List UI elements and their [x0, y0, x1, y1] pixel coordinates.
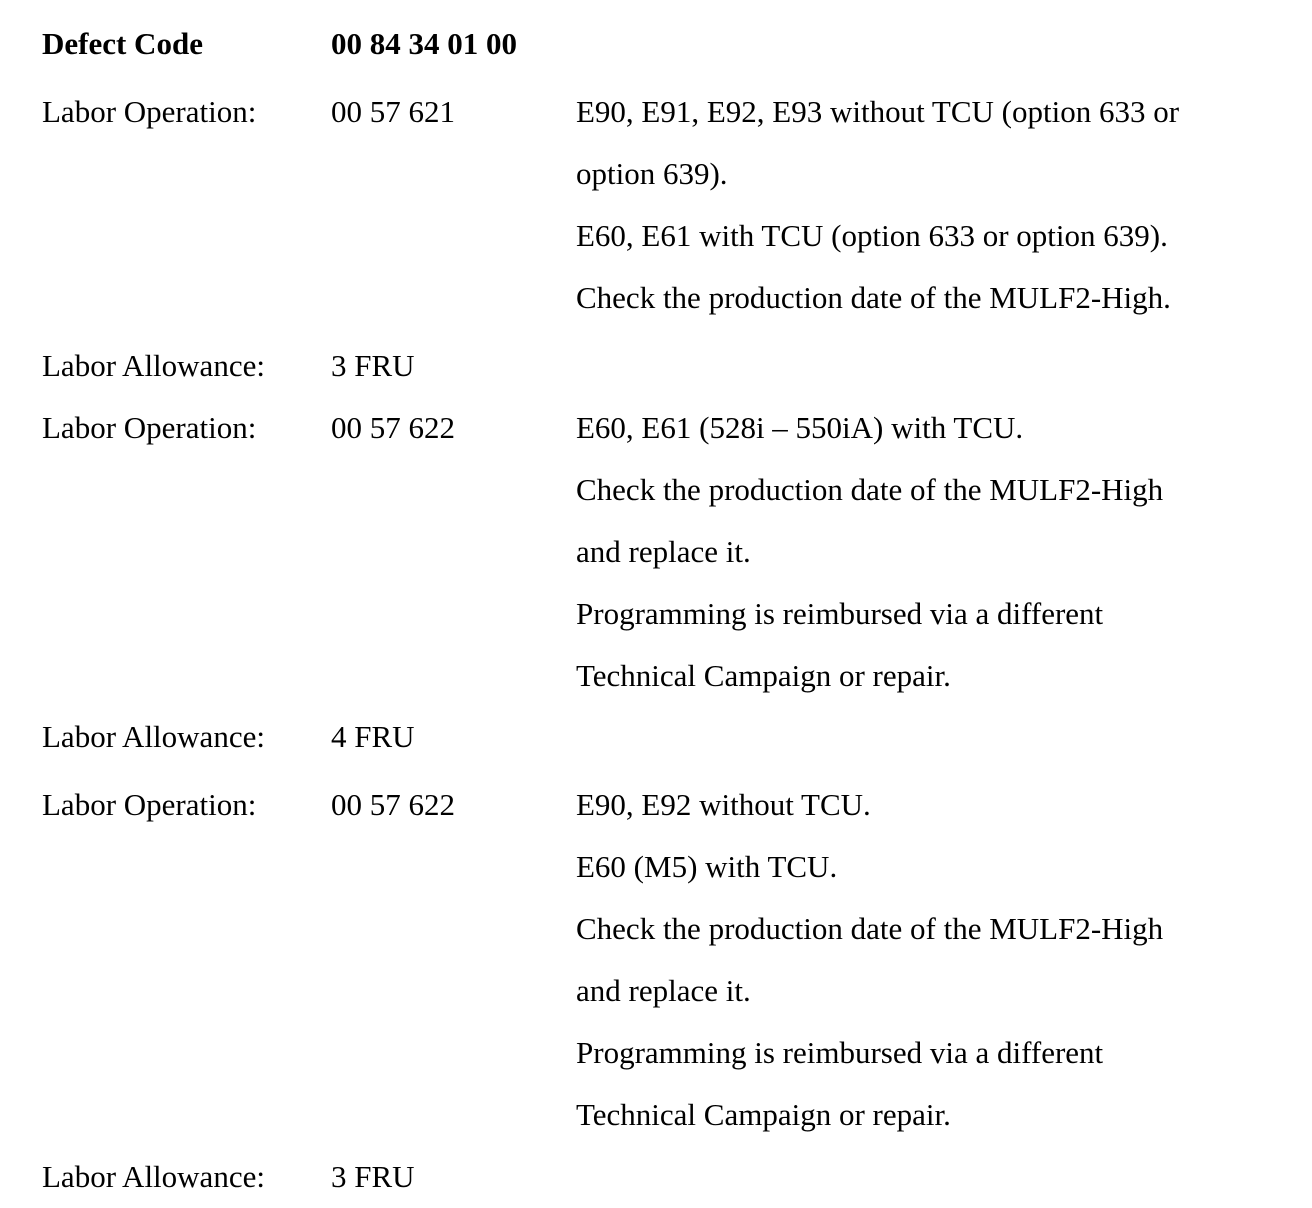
defect-code-value: 00 84 34 01 00	[331, 26, 517, 61]
labor-operation-code: 00 57 622	[331, 410, 455, 445]
description-line: E60 (M5) with TCU.	[576, 849, 838, 884]
description-line: E60, E61 with TCU (option 633 or option 639).	[576, 218, 1168, 253]
description-line: Technical Campaign or repair.	[576, 658, 951, 693]
labor-allowance-label: Labor Allowance:	[42, 348, 265, 383]
labor-allowance-value: 3 FRU	[331, 348, 415, 383]
description-line: E90, E91, E92, E93 without TCU (option 633 or	[576, 94, 1180, 129]
description-line: option 639).	[576, 156, 728, 191]
labor-operation-code: 00 57 621	[331, 94, 455, 129]
labor-operation-label: Labor Operation:	[42, 787, 257, 822]
description-line: Check the production date of the MULF2-High.	[576, 280, 1171, 315]
labor-operation-label: Labor Operation:	[42, 410, 257, 445]
defect-code-label: Defect Code	[42, 26, 203, 61]
labor-operation-label: Labor Operation:	[42, 94, 257, 129]
description-line: E90, E92 without TCU.	[576, 787, 871, 822]
labor-operation-code: 00 57 622	[331, 787, 455, 822]
description-line: Programming is reimbursed via a different	[576, 1035, 1104, 1070]
description-line: Check the production date of the MULF2-High	[576, 911, 1164, 946]
description-line: Programming is reimbursed via a different	[576, 596, 1104, 631]
description-line: and replace it.	[576, 973, 751, 1008]
description-line: Technical Campaign or repair.	[576, 1097, 951, 1132]
description-line: Check the production date of the MULF2-High	[576, 472, 1164, 507]
labor-allowance-label: Labor Allowance:	[42, 1159, 265, 1194]
labor-allowance-label: Labor Allowance:	[42, 719, 265, 754]
description-line: and replace it.	[576, 534, 751, 569]
labor-allowance-value: 4 FRU	[331, 719, 415, 754]
description-line: E60, E61 (528i – 550iA) with TCU.	[576, 410, 1024, 445]
labor-allowance-value: 3 FRU	[331, 1159, 415, 1194]
